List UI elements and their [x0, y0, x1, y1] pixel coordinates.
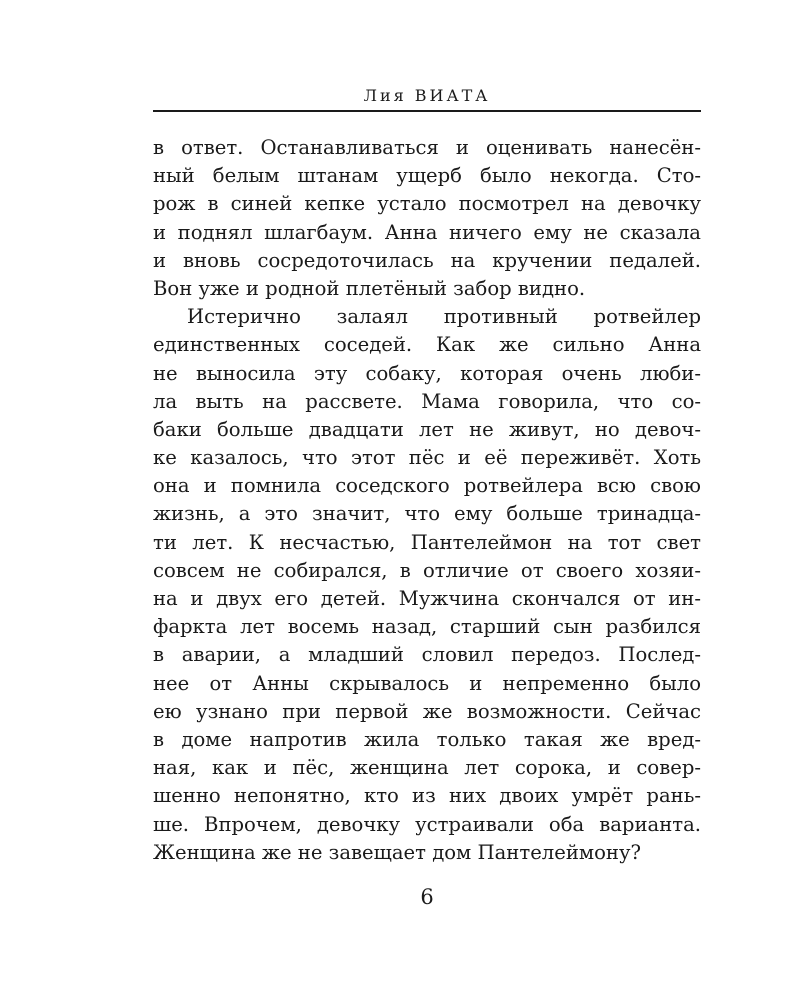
text-line: ла выть на рассвете. Мама говорила, что со- — [153, 389, 701, 413]
text-line: Истерично залаял противный ротвейлер — [187, 305, 701, 329]
text-line: шенно непонятно, кто из них двоих умрёт рань- — [153, 784, 701, 808]
text-line: нее от Анны скрывалось и непременно было — [153, 671, 701, 695]
paragraph-1 — [153, 134, 701, 303]
text-line: и поднял шлагбаум. Анна ничего ему не сказала — [153, 220, 701, 244]
text-line: и вновь сосредоточилась на кручении педалей. — [153, 248, 701, 272]
body-text — [153, 134, 701, 867]
paragraph-2 — [153, 303, 701, 867]
text-line: Вон уже и родной плетёный забор видно. — [153, 276, 586, 300]
text-line: ный белым штанам ущерб было некогда. Сто- — [153, 164, 701, 188]
text-line: ею узнано при первой же возможности. Сейчас — [153, 699, 701, 723]
text-line: на и двух его детей. Мужчина скончался от ин- — [153, 587, 701, 610]
text-line: в доме напротив жила только такая же вред- — [153, 727, 701, 751]
text-line: единственных соседей. Как же сильно Анна — [153, 333, 701, 357]
text-line: баки больше двадцати лет не живут, но девоч- — [153, 417, 701, 441]
text-line: жизнь, а это значит, что ему больше тринадца- — [153, 502, 701, 526]
text-line: совсем не собирался, в отличие от своего хозяи- — [153, 558, 701, 582]
header-rule — [153, 110, 701, 112]
text-line: ше. Впрочем, девочку устраивали оба варианта. — [153, 812, 701, 836]
text-line: ная, как и пёс, женщина лет сорока, и совер- — [153, 756, 701, 780]
page-number: 6 — [420, 885, 434, 909]
text-line: рож в синей кепке устало посмотрел на девочку — [153, 192, 701, 216]
text-line: в ответ. Останавливаться и оценивать нанесён- — [153, 136, 701, 159]
text-line: ти лет. К несчастью, Пантелеймон на тот свет — [153, 530, 701, 554]
text-line: не выносила эту собаку, которая очень люби- — [153, 361, 701, 385]
text-line: фаркта лет восемь назад, старший сын разбился — [153, 615, 701, 639]
text-line: она и помнила соседского ротвейлера всю свою — [153, 474, 701, 498]
text-line: ке казалось, что этот пёс и её переживёт. Хоть — [153, 446, 701, 470]
running-head: Лия ВИАТА — [363, 86, 491, 105]
text-line: Женщина же не завещает дом Пантелеймону? — [153, 840, 642, 864]
text-line: в аварии, а младший словил передоз. Послед- — [153, 643, 701, 667]
